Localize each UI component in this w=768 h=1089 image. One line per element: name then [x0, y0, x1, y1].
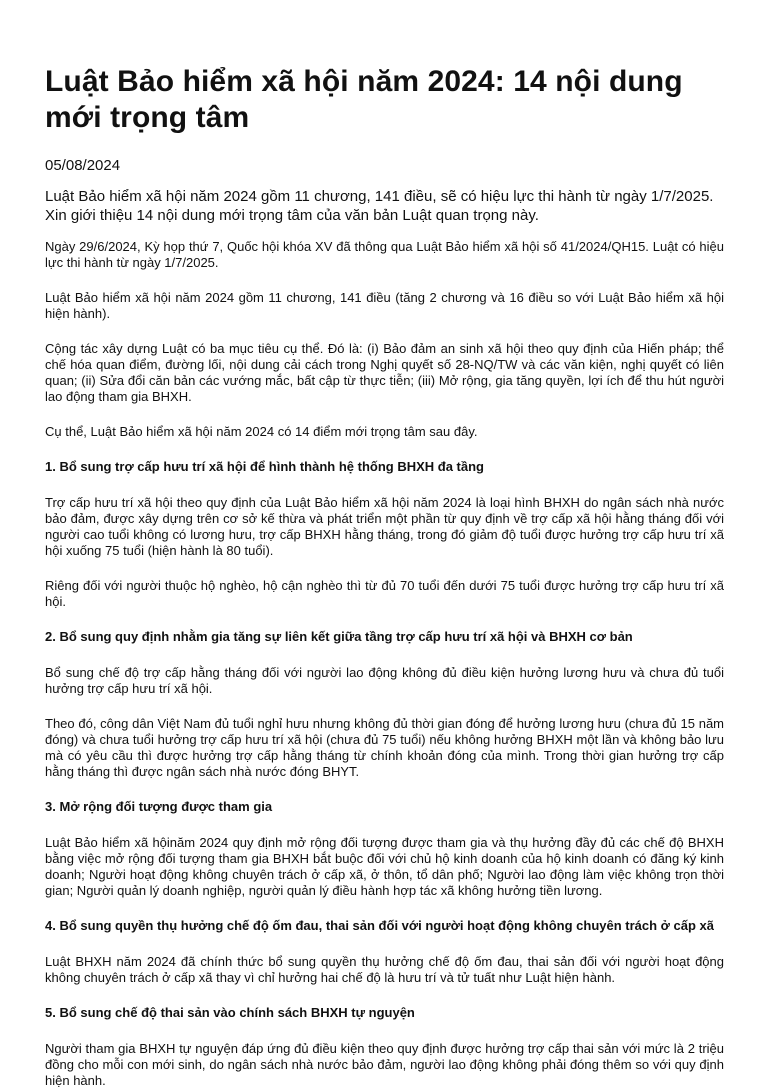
body-paragraph: Bổ sung chế độ trợ cấp hằng tháng đối với người lao động không đủ điều kiện hưởng lương hưu và chưa đủ tuổi hưởng trợ cấp hưu trí xã hội. — [45, 665, 724, 696]
article-body — [45, 239, 724, 1089]
article-lead: Luật Bảo hiểm xã hội năm 2024 gồm 11 chương, 141 điều, sẽ có hiệu lực thi hành từ ngày 1/7/2025. Xin giới thiệu 14 nội dung mới trọng tâm của văn bản Luật quan trọng này. — [45, 188, 714, 224]
body-paragraph: Cộng tác xây dựng Luật có ba mục tiêu cụ thể. Đó là: (i) Bảo đảm an sinh xã hội theo quy định của Hiến pháp; thể chế hóa quan điểm, đường lối, nội dung cải cách trong Nghị quyết số 28-NQ/TW và các văn kiện, nghị quyết có liên quan; (ii) Sửa đổi căn bản các vướng mắc, bất cập từ thực tiễn; (iii) Mở rộng, gia tăng quyền, lợi ích để thu hút người lao động tham gia BHXH. — [45, 341, 724, 404]
section-heading: 3. Mở rộng đối tượng được tham gia — [45, 799, 273, 814]
body-paragraph: Luật Bảo hiểm xã hộinăm 2024 quy định mở rộng đối tượng được tham gia và thụ hưởng đầy đủ các chế độ BHXH bằng việc mở rộng đối tượng tham gia BHXH bắt buộc đối với chủ hộ kinh doanh của hộ kinh doanh có đăng ký kinh doanh; Người hoạt động không chuyên trách ở cấp xã, ở thôn, tổ dân phố; Người lao động làm việc không trọn thời gian; Người quản lý doanh nghiệp, người quản lý điều hành hợp tác xã không hưởng tiền lương. — [45, 835, 724, 898]
body-paragraph: Trợ cấp hưu trí xã hội theo quy định của Luật Bảo hiểm xã hội năm 2024 là loại hình BHXH do ngân sách nhà nước bảo đảm, được xây dựng trên cơ sở kế thừa và phát triển một phần từ quy định về trợ cấp xã hội hằng tháng đối với người cao tuổi không có lương hưu, trợ cấp BHXH hằng tháng, trong đó giảm độ tuổi được hưởng trợ cấp hưu trí xã hội xuống 75 tuổi (hiện hành là 80 tuổi). — [45, 495, 724, 558]
body-paragraph: Riêng đối với người thuộc hộ nghèo, hộ cận nghèo thì từ đủ 70 tuổi đến dưới 75 tuổi được hưởng trợ cấp hưu trí xã hội. — [45, 578, 724, 609]
article-date: 05/08/2024 — [45, 157, 121, 174]
article-title: Luật Bảo hiểm xã hội năm 2024: 14 nội dung mới trọng tâm — [45, 65, 683, 134]
section-heading: 4. Bổ sung quyền thụ hưởng chế độ ốm đau, thai sản đối với người hoạt động không chuyên trách ở cấp xã — [45, 918, 715, 933]
body-paragraph: Cụ thể, Luật Bảo hiểm xã hội năm 2024 có 14 điểm mới trọng tâm sau đây. — [45, 424, 478, 439]
body-paragraph: Luật BHXH năm 2024 đã chính thức bổ sung quyền thụ hưởng chế độ ốm đau, thai sản đối với người hoạt động không chuyên trách ở cấp xã thay vì chỉ hưởng hai chế độ là hưu trí và tử tuất như Luật hiện hành. — [45, 954, 724, 985]
section-heading: 2. Bổ sung quy định nhằm gia tăng sự liên kết giữa tầng trợ cấp hưu trí xã hội và BHXH cơ bản — [45, 629, 633, 644]
body-paragraph: Luật Bảo hiểm xã hội năm 2024 gồm 11 chương, 141 điều (tăng 2 chương và 16 điều so với Luật Bảo hiểm xã hội hiện hành). — [45, 290, 724, 321]
body-paragraph: Theo đó, công dân Việt Nam đủ tuổi nghỉ hưu nhưng không đủ thời gian đóng để hưởng lương hưu (chưa đủ 15 năm đóng) và chưa tuổi hưởng trợ cấp hưu trí xã hội (chưa đủ 75 tuổi) nếu không hưởng BHXH một lần và không bảo lưu mà có yêu cầu thì được hưởng trợ cấp hằng tháng từ chính khoản đóng của mình. Trong thời gian hưởng trợ cấp hằng tháng thì được ngân sách nhà nước đóng BHYT. — [45, 716, 724, 779]
body-paragraph: Người tham gia BHXH tự nguyện đáp ứng đủ điều kiện theo quy định được hưởng trợ cấp thai sản với mức là 2 triệu đồng cho mỗi con mới sinh, do ngân sách nhà nước bảo đảm, người lao động không phải đóng thêm so với quy định hiện hành. — [45, 1041, 724, 1088]
section-heading: 1. Bổ sung trợ cấp hưu trí xã hội để hình thành hệ thống BHXH đa tầng — [45, 459, 484, 474]
body-paragraph: Ngày 29/6/2024, Kỳ họp thứ 7, Quốc hội khóa XV đã thông qua Luật Bảo hiểm xã hội số 41/2024/QH15. Luật có hiệu lực thi hành từ ngày 1/7/2025. — [45, 239, 724, 270]
section-heading: 5. Bổ sung chế độ thai sản vào chính sách BHXH tự nguyện — [45, 1005, 415, 1020]
